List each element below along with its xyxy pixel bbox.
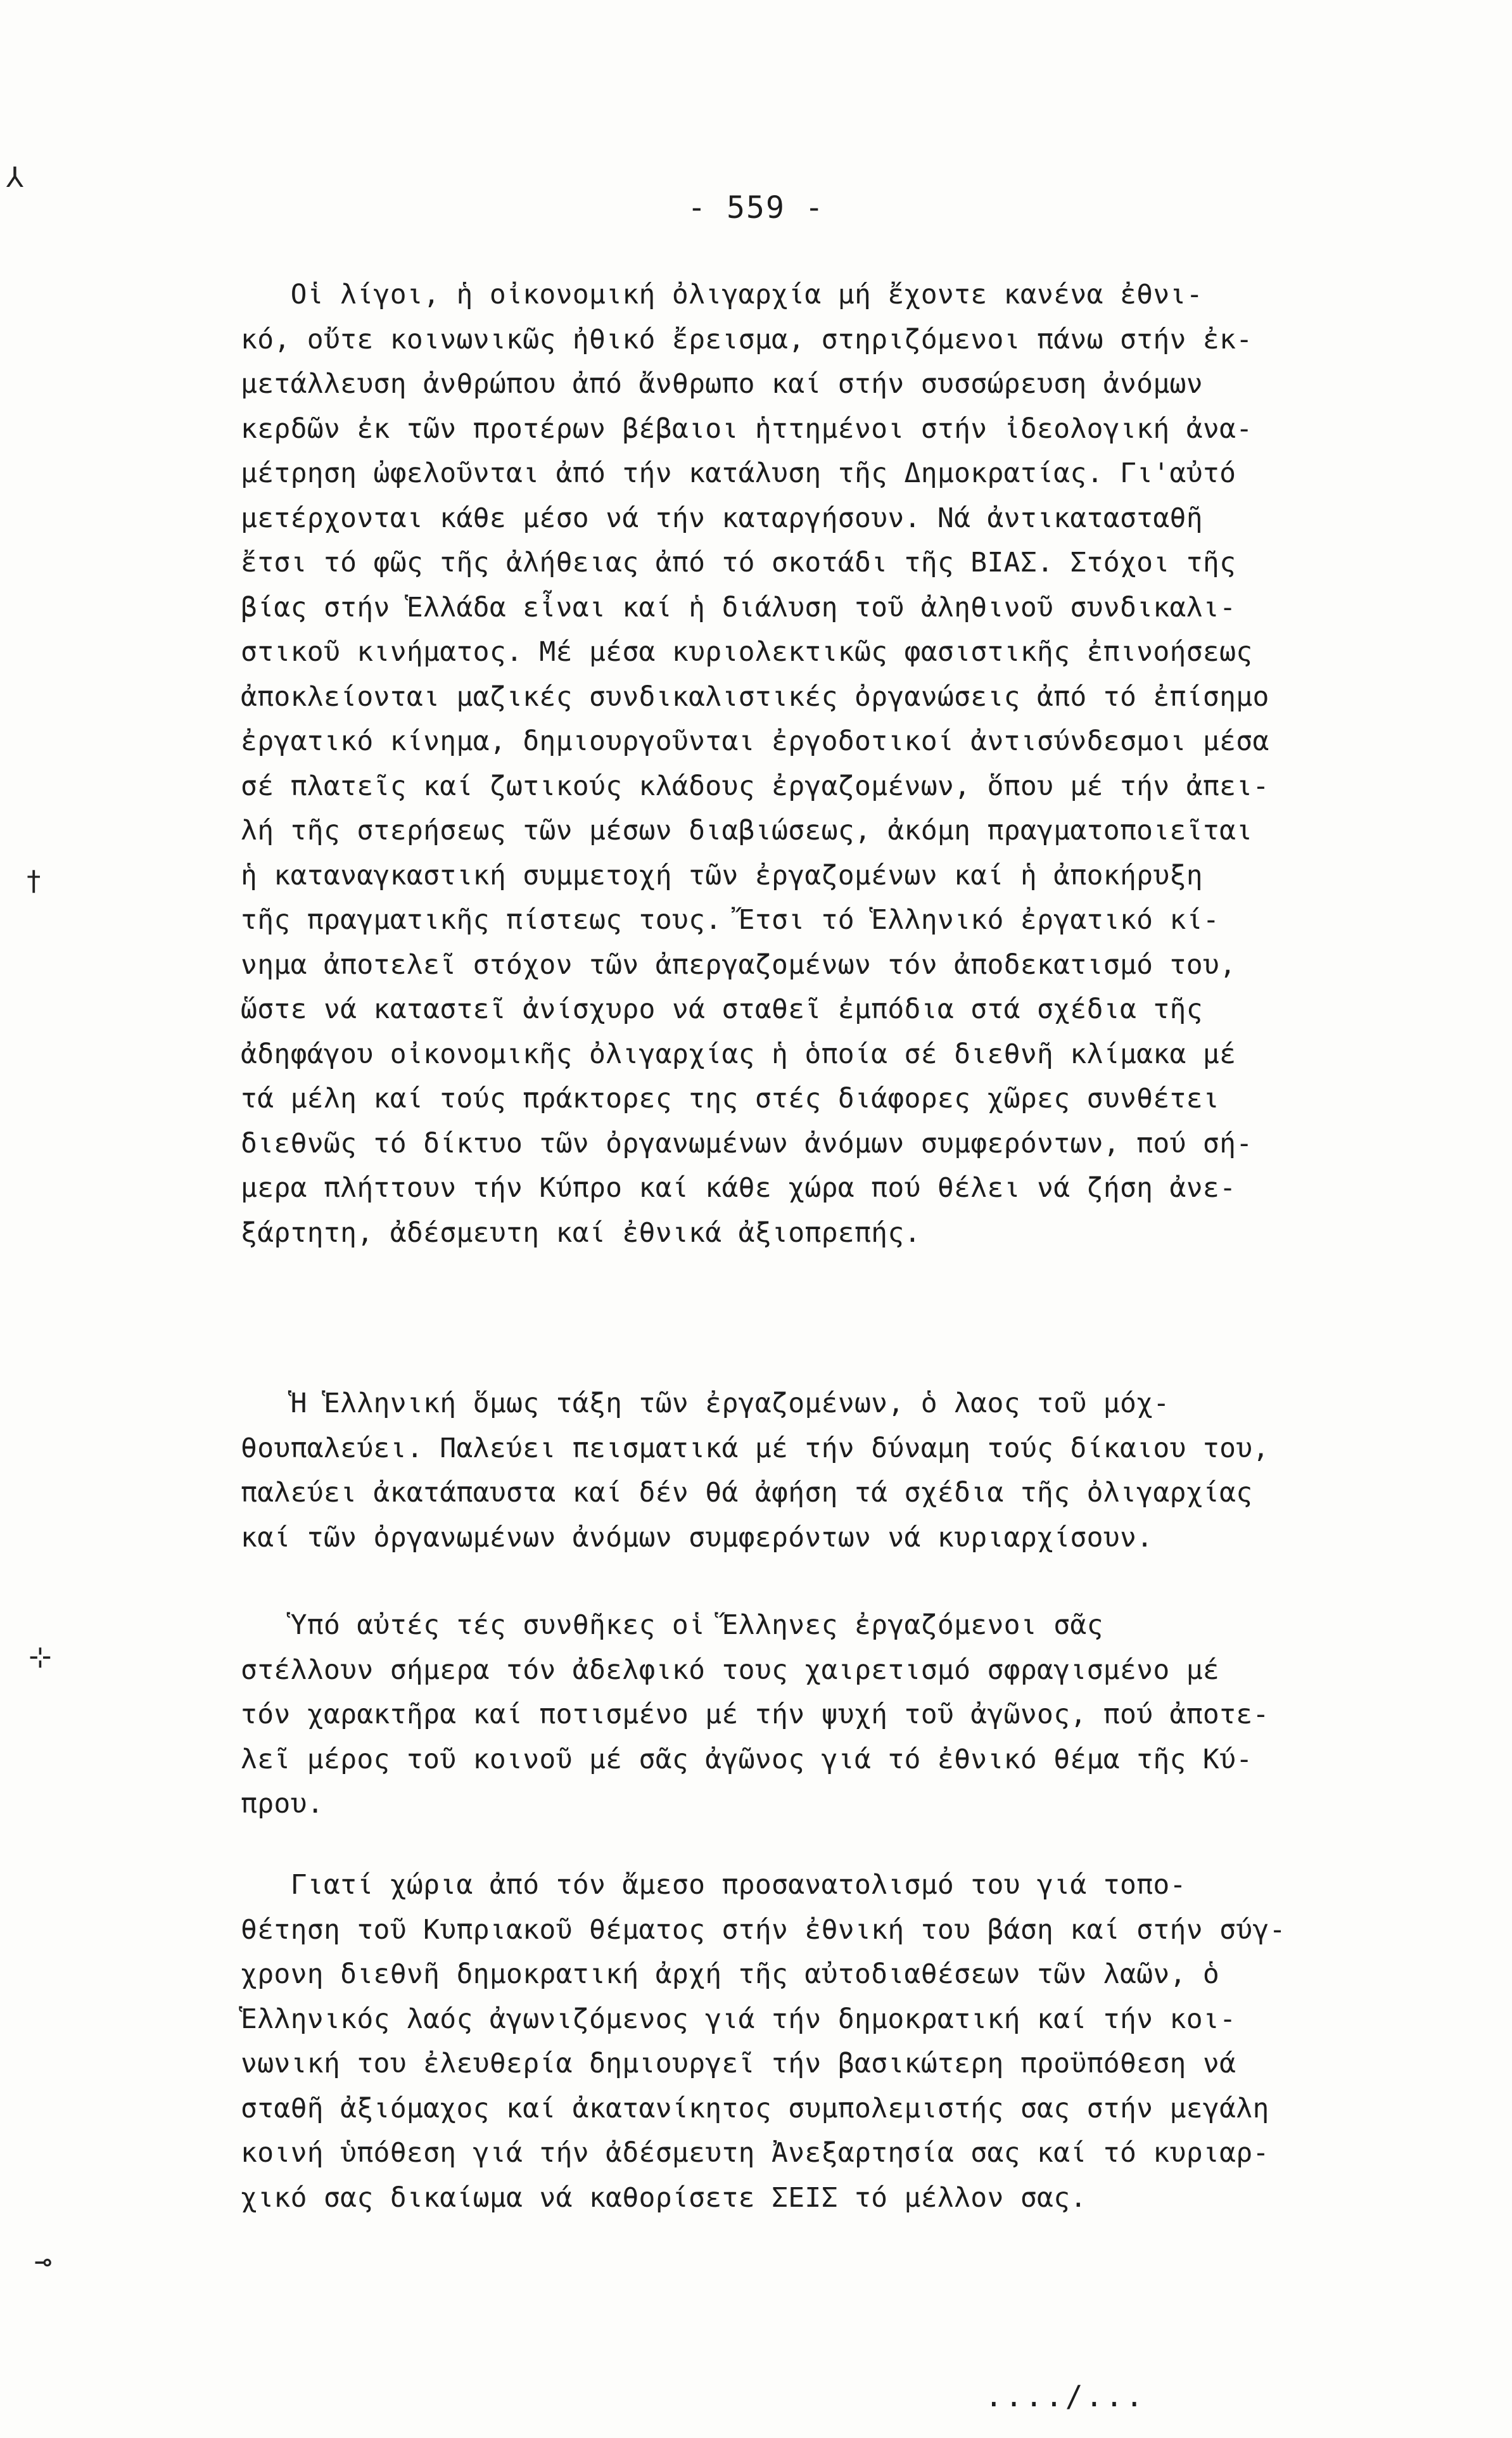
text-line: ἀποκλείονται μαζικές συνδικαλιστικές ὀργανώσεις ἀπό τό ἐπίσημο [241, 680, 1269, 713]
text-line: ὥστε νά καταστεῖ ἀνίσχυρο νά σταθεῖ ἐμπόδια στά σχέδια τῆς [241, 993, 1203, 1025]
text-line: κοινή ὑπόθεση γιά τήν ἀδέσμευτη Ἀνεξαρτησία σας καί τό κυριαρ- [241, 2137, 1269, 2169]
text-line: θέτηση τοῦ Κυπριακοῦ θέματος στήν ἐθνική του βάση καί στήν σύγ- [241, 1913, 1286, 1946]
text-line: στέλλουν σήμερα τόν ἀδελφικό τους χαιρετισμό σφραγισμένο μέ [241, 1654, 1220, 1686]
paragraph [241, 1863, 1324, 2220]
margin-mark: † [25, 865, 42, 897]
margin-mark: ⊸ [35, 2246, 52, 2278]
text-line: καί τῶν ὀργανωμένων ἀνόμων συμφερόντων νά κυριαρχίσουν. [241, 1521, 1153, 1554]
paragraph [241, 1381, 1324, 1560]
text-line: ἐργατικό κίνημα, δημιουργοῦνται ἐργοδοτικοί ἀντισύνδεσμοι μέσα [241, 725, 1269, 757]
text-line: μερα πλήττουν τήν Κύπρο καί κάθε χώρα πού θέλει νά ζήση ἀνε- [241, 1172, 1236, 1204]
text-line: νημα ἀποτελεῖ στόχον τῶν ἀπεργαζομένων τόν ἀποδεκατισμό του, [241, 948, 1236, 981]
continuation-mark: ..../... [985, 2379, 1146, 2413]
text-line: σταθῆ ἀξιόμαχος καί ἀκατανίκητος συμπολεμιστής σας στήν μεγάλη [241, 2092, 1269, 2124]
text-line: θουπαλεύει. Παλεύει πεισματικά μέ τήν δύναμη τούς δίκαιου του, [241, 1432, 1269, 1464]
text-line: μέτρηση ὠφελοῦνται ἀπό τήν κατάλυση τῆς Δημοκρατίας. Γι'αὐτό [241, 457, 1236, 489]
text-line: τά μέλη καί τούς πράκτορες της στές διάφορες χῶρες συνθέτει [241, 1083, 1220, 1114]
text-line: τῆς πραγματικῆς πίστεως τους. Ἔτσι τό Ἑλληνικό ἐργατικό κί- [241, 904, 1220, 936]
text-line: Γιατί χώρια ἀπό τόν ἄμεσο προσανατολισμό του γιά τοπο- [241, 1869, 1186, 1901]
page-number: - 559 - [687, 190, 825, 226]
text-line: σέ πλατεῖς καί ζωτικούς κλάδους ἐργαζομένων, ὅπου μέ τήν ἀπει- [241, 770, 1269, 802]
text-line: διεθνῶς τό δίκτυο τῶν ὀργανωμένων ἀνόμων συμφερόντων, πού σή- [241, 1127, 1253, 1159]
text-line: στικοῦ κινήματος. Μέ μέσα κυριολεκτικῶς φασιστικῆς ἐπινοήσεως [241, 636, 1253, 668]
text-line: πρου. [241, 1788, 324, 1820]
paragraph [241, 1603, 1324, 1827]
text-line: κερδῶν ἐκ τῶν προτέρων βέβαιοι ἡττημένοι στήν ἰδεολογική ἀνα- [241, 412, 1253, 445]
margin-mark: ⅄ [6, 162, 23, 194]
text-line: νωνική του ἐλευθερία δημιουργεῖ τήν βασικώτερη προϋπόθεση νά [241, 2048, 1236, 2079]
text-line: παλεύει ἀκατάπαυστα καί δέν θά ἀφήση τά σχέδια τῆς ὀλιγαρχίας [241, 1477, 1253, 1509]
text-line: ξάρτητη, ἀδέσμευτη καί ἐθνικά ἀξιοπρεπής. [241, 1216, 921, 1249]
text-line: ἀδηφάγου οἰκονομικῆς ὀλιγαρχίας ἡ ὁποία σέ διεθνῆ κλίμακα μέ [241, 1038, 1236, 1070]
text-line: Ἑλληνικός λαός ἀγωνιζόμενος γιά τήν δημοκρατική καί τήν κοι- [241, 2003, 1236, 2035]
text-line: λή τῆς στερήσεως τῶν μέσων διαβιώσεως, ἀκόμη πραγματοποιεῖται [241, 815, 1253, 846]
text-line: ἡ καταναγκαστική συμμετοχή τῶν ἐργαζομένων καί ἡ ἀποκήρυξη [241, 859, 1203, 891]
text-line: κό, οὔτε κοινωνικῶς ἠθικό ἔρεισμα, στηριζόμενοι πάνω στήν ἐκ- [241, 323, 1253, 355]
text-line: βίας στήν Ἑλλάδα εἶναι καί ἡ διάλυση τοῦ ἀληθινοῦ συνδικαλι- [241, 591, 1236, 623]
margin-mark: ⊹ [29, 1641, 52, 1673]
text-line: χρονη διεθνῆ δημοκρατική ἀρχή τῆς αὐτοδιαθέσεων τῶν λαῶν, ὁ [241, 1958, 1220, 1990]
text-line: τόν χαρακτῆρα καί ποτισμένο μέ τήν ψυχή τοῦ ἀγῶνος, πού ἀποτε- [241, 1699, 1269, 1730]
text-line: ἔτσι τό φῶς τῆς ἀλήθειας ἀπό τό σκοτάδι τῆς ΒΙΑΣ. Στόχοι τῆς [241, 547, 1236, 578]
text-line: Ὑπό αὐτές τές συνθῆκες οἱ Ἕλληνες ἐργαζόμενοι σᾶς [241, 1609, 1103, 1641]
text-line: Οἱ λίγοι, ἡ οἰκονομική ὀλιγαρχία μή ἔχοντε κανένα ἐθνι- [241, 279, 1203, 310]
text-line: μετάλλευση ἀνθρώπου ἀπό ἄνθρωπο καί στήν συσσώρευση ἀνόμων [241, 368, 1203, 400]
text-line: χικό σας δικαίωμα νά καθορίσετε ΣΕΙΣ τό μέλλον σας. [241, 2181, 1087, 2214]
text-line: λεῖ μέρος τοῦ κοινοῦ μέ σᾶς ἀγῶνος γιά τό ἐθνικό θέμα τῆς Κύ- [241, 1743, 1253, 1775]
text-line: Ἡ Ἑλληνική ὅμως τάξη τῶν ἐργαζομένων, ὁ λαος τοῦ μόχ- [241, 1388, 1170, 1419]
text-line: μετέρχονται κάθε μέσο νά τήν καταργήσουν. Νά ἀντικατασταθῆ [241, 502, 1203, 534]
paragraph [241, 272, 1324, 1255]
